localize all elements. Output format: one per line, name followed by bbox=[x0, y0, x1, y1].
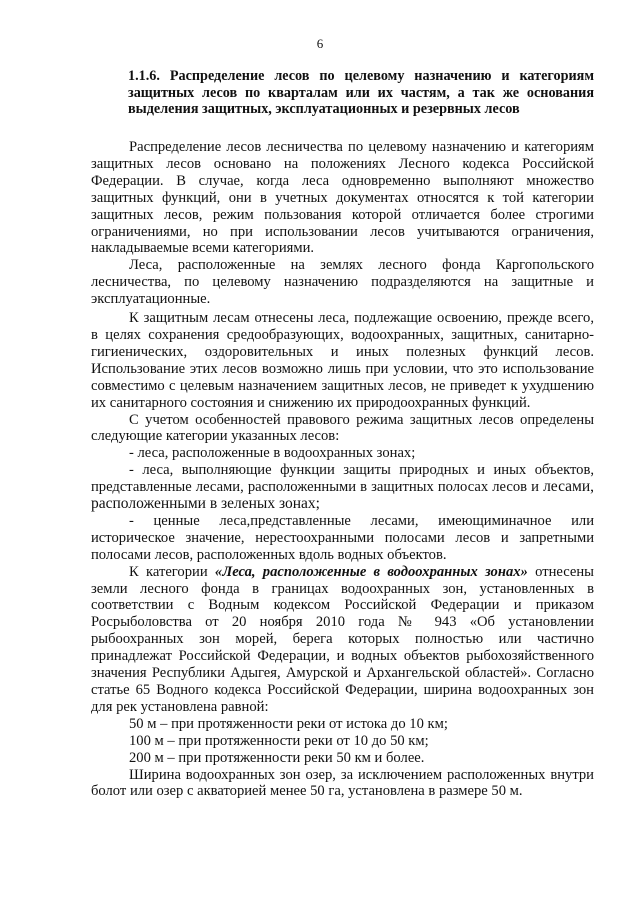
list-item-text: - леса, выполняющие функции защиты природных и иных объектов, представленные лесами, расположенными в защитных полосах лесов и bbox=[91, 462, 594, 496]
paragraph bbox=[91, 564, 594, 716]
list-item bbox=[91, 462, 594, 513]
document-body bbox=[91, 139, 594, 800]
section-heading: 1.1.6. Распределение лесов по целевому назначению и категориям защитных лесов по кварталам или их частям, а так же основания выделения защитных, эксплуатационных и резервных лесов bbox=[128, 68, 594, 118]
paragraph: Леса, расположенные на землях лесного фонда Каргопольского лесничества, по целевому назначению подразделяются на защитные и эксплуатационные. bbox=[91, 257, 594, 308]
list-item: - ценные леса,представленные лесами, имеющиминачное или историческое значение, нерестоохранными полосами лесов и запретными полосами лесов, расположенных вдоль водных объектов. bbox=[91, 512, 594, 563]
paragraph-text: отнесены земли лесного фонда в границах водоохранных зон, установленных в соответствии с Водным кодексом Российской Федерации и приказом Росрыболовства от 20 ноября 2010 года № 943 «Об установлении рыбоохранных зон морей, берега которых полностью или частично принадлежат Российской Федерации, и водных объектов рыбохозяйственного значения Республики Адыгея, Амурской и Архангельской областей». Согласно статье 65 Водного кодекса Российской Федерации, ширина водоохранных зон для рек установлена равной: bbox=[91, 563, 594, 715]
paragraph: К защитным лесам отнесены леса, подлежащие освоению, прежде всего, в целях сохранения средообразующих, водоохранных, защитных, санитарно-гигиенических, оздоровительных и иных полезных функций лесов. Использование этих лесов возможно лишь при условии, что это использование совместимо с целевым назначением защитных лесов, не приведет к ухудшению их санитарного состояния и снижению их природоохранных функций. bbox=[91, 310, 594, 411]
page-number: 6 bbox=[316, 36, 324, 51]
paragraph: Ширина водоохранных зон озер, за исключением расположенных внутри болот или озер с акваторией менее 50 га, установлена в размере 50 м. bbox=[91, 766, 594, 800]
category-name: «Леса, расположенные в водоохранных зонах» bbox=[214, 563, 528, 580]
list-item-text: лесами, расположенными в зеленых зонах; bbox=[91, 478, 594, 513]
list-item: 50 м – при протяженности реки от истока до 10 км; bbox=[129, 715, 448, 732]
paragraph: С учетом особенностей правового режима защитных лесов определены следующие категории указанных лесов: bbox=[91, 411, 594, 445]
list-item: 200 м – при протяженности реки 50 км и более. bbox=[129, 749, 425, 766]
list-item: 100 м – при протяженности реки от 10 до 50 км; bbox=[129, 732, 429, 749]
paragraph: Распределение лесов лесничества по целевому назначению и категориям защитных лесов основано на положениях Лесного кодекса Российской Федерации. В случае, когда леса одновременно выполняют множество защитных функций, они в учетных документах относятся к той категории защитных лесов, режим пользования которой отличается более строгими ограничениями, но при использовании лесов учитываются ограничения, накладываемые всеми категориями. bbox=[91, 139, 594, 257]
paragraph-text: К категории bbox=[129, 563, 215, 580]
list-item: - леса, расположенные в водоохранных зонах; bbox=[129, 445, 416, 462]
